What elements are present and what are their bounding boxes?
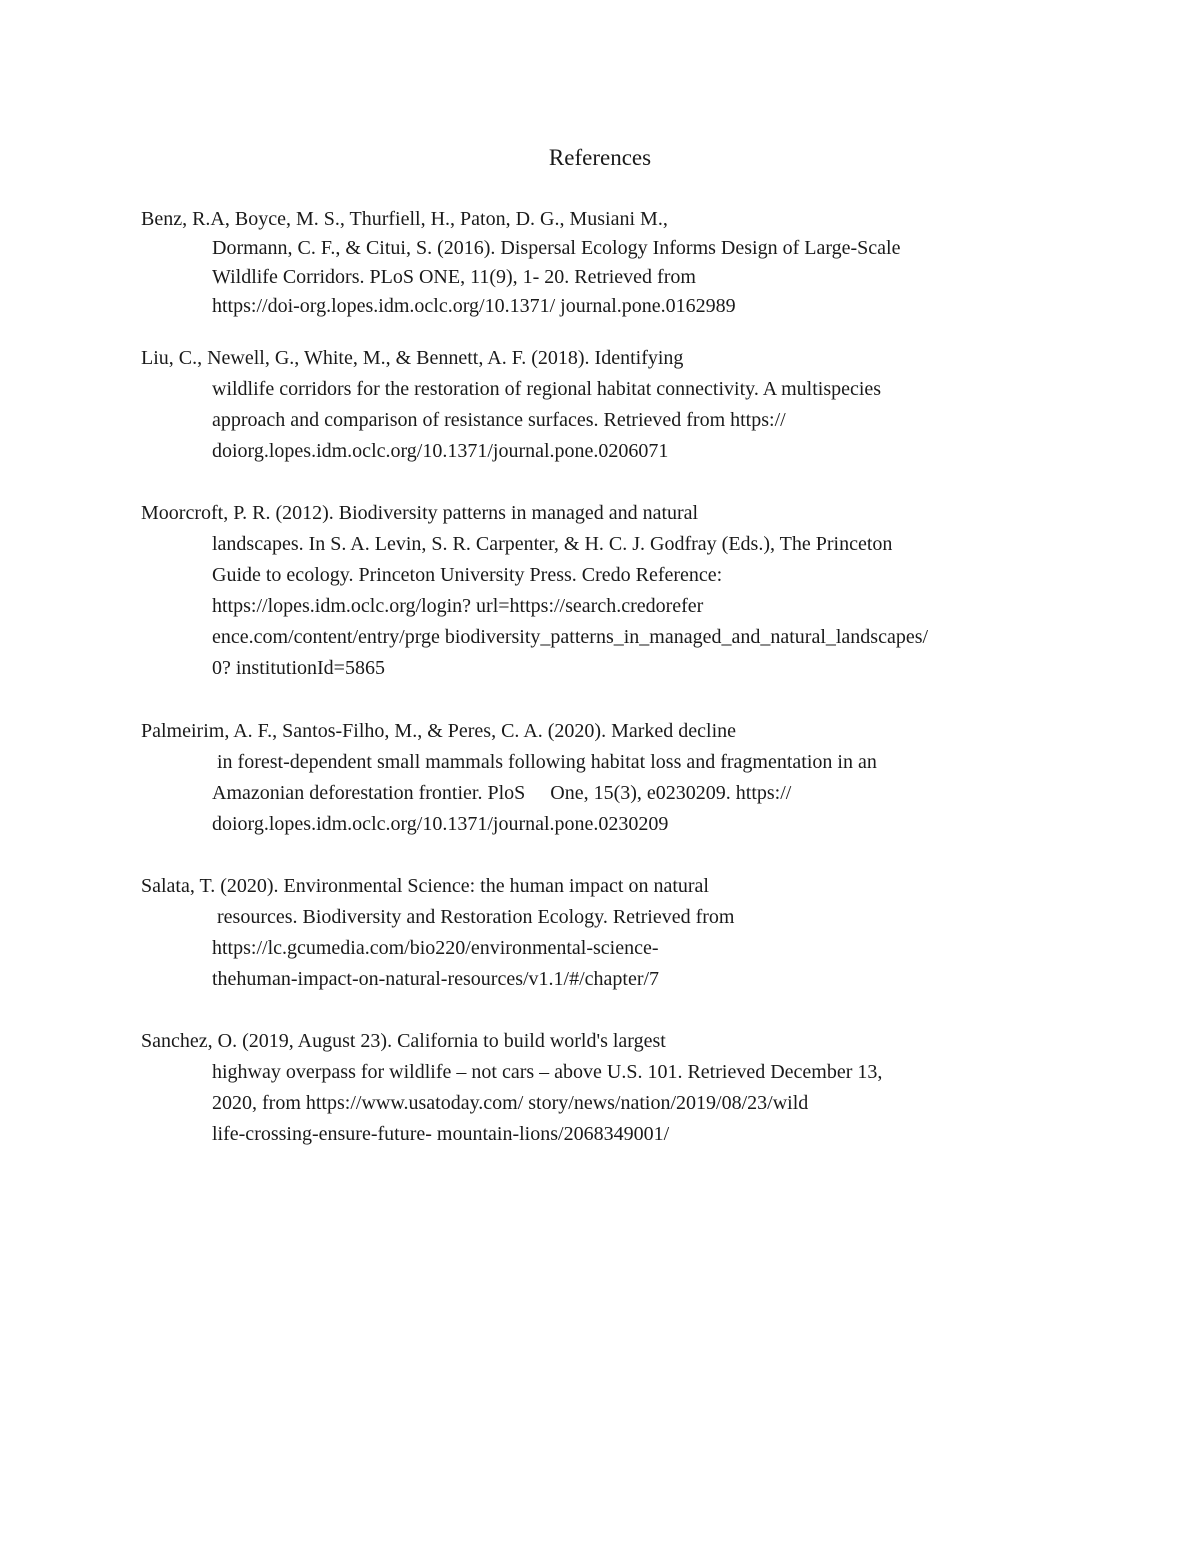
- reference-line: Sanchez, O. (2019, August 23). California to build world's largest: [141, 1030, 666, 1052]
- page-title: References: [548, 145, 652, 170]
- reference-line: approach and comparison of resistance surfaces. Retrieved from https://: [212, 409, 786, 431]
- reference-line: doiorg.lopes.idm.oclc.org/10.1371/journal.pone.0230209: [212, 813, 669, 835]
- reference-line: highway overpass for wildlife – not cars – above U.S. 101. Retrieved December 13,: [212, 1061, 883, 1083]
- reference-line: landscapes. In S. A. Levin, S. R. Carpenter, & H. C. J. Godfray (Eds.), The Princeton: [212, 533, 893, 555]
- reference-entry-benz: [141, 205, 1081, 321]
- reference-entry-moorcroft: [141, 498, 1081, 684]
- reference-line: https://lc.gcumedia.com/bio220/environmental-science-: [212, 937, 659, 959]
- reference-line: thehuman-impact-on-natural-resources/v1.1/#/chapter/7: [212, 968, 660, 990]
- reference-line: 2020, from https://www.usatoday.com/ story/news/nation/2019/08/23/wild: [212, 1092, 809, 1114]
- reference-line: life-crossing-ensure-future- mountain-lions/2068349001/: [212, 1123, 670, 1145]
- reference-entry-palmeirim: [141, 716, 1081, 840]
- reference-line: Palmeirim, A. F., Santos-Filho, M., & Peres, C. A. (2020). Marked decline: [141, 720, 737, 742]
- reference-line: ence.com/content/entry/prge biodiversity_patterns_in_managed_and_natural_landscapes/: [212, 626, 929, 648]
- reference-entry-salata: [141, 871, 1081, 995]
- reference-line: Benz, R.A, Boyce, M. S., Thurfiell, H., Paton, D. G., Musiani M.,: [141, 208, 668, 230]
- reference-line: Wildlife Corridors. PLoS ONE, 11(9), 1- 20. Retrieved from: [212, 266, 696, 288]
- reference-line: in forest-dependent small mammals following habitat loss and fragmentation in an: [212, 751, 877, 773]
- reference-line: Liu, C., Newell, G., White, M., & Bennett, A. F. (2018). Identifying: [141, 347, 684, 369]
- reference-line: Guide to ecology. Princeton University Press. Credo Reference:: [212, 564, 723, 586]
- reference-line: Moorcroft, P. R. (2012). Biodiversity patterns in managed and natural: [141, 502, 699, 524]
- reference-line: https://doi-org.lopes.idm.oclc.org/10.1371/ journal.pone.0162989: [212, 295, 736, 317]
- reference-line: Salata, T. (2020). Environmental Science: the human impact on natural: [141, 875, 709, 897]
- reference-line: resources. Biodiversity and Restoration Ecology. Retrieved from: [212, 906, 735, 928]
- reference-entry-liu: [141, 343, 1081, 467]
- reference-line: wildlife corridors for the restoration of regional habitat connectivity. A multispecies: [212, 378, 882, 400]
- reference-line: Dormann, C. F., & Citui, S. (2016). Dispersal Ecology Informs Design of Large-Scale: [212, 237, 901, 259]
- reference-line: https://lopes.idm.oclc.org/login? url=https://search.credorefer: [212, 595, 704, 617]
- reference-line: doiorg.lopes.idm.oclc.org/10.1371/journal.pone.0206071: [212, 440, 669, 462]
- reference-line: Amazonian deforestation frontier. PloS One, 15(3), e0230209. https://: [212, 782, 792, 804]
- reference-line: 0? institutionId=5865: [212, 657, 385, 679]
- reference-entry-sanchez: [141, 1026, 1081, 1150]
